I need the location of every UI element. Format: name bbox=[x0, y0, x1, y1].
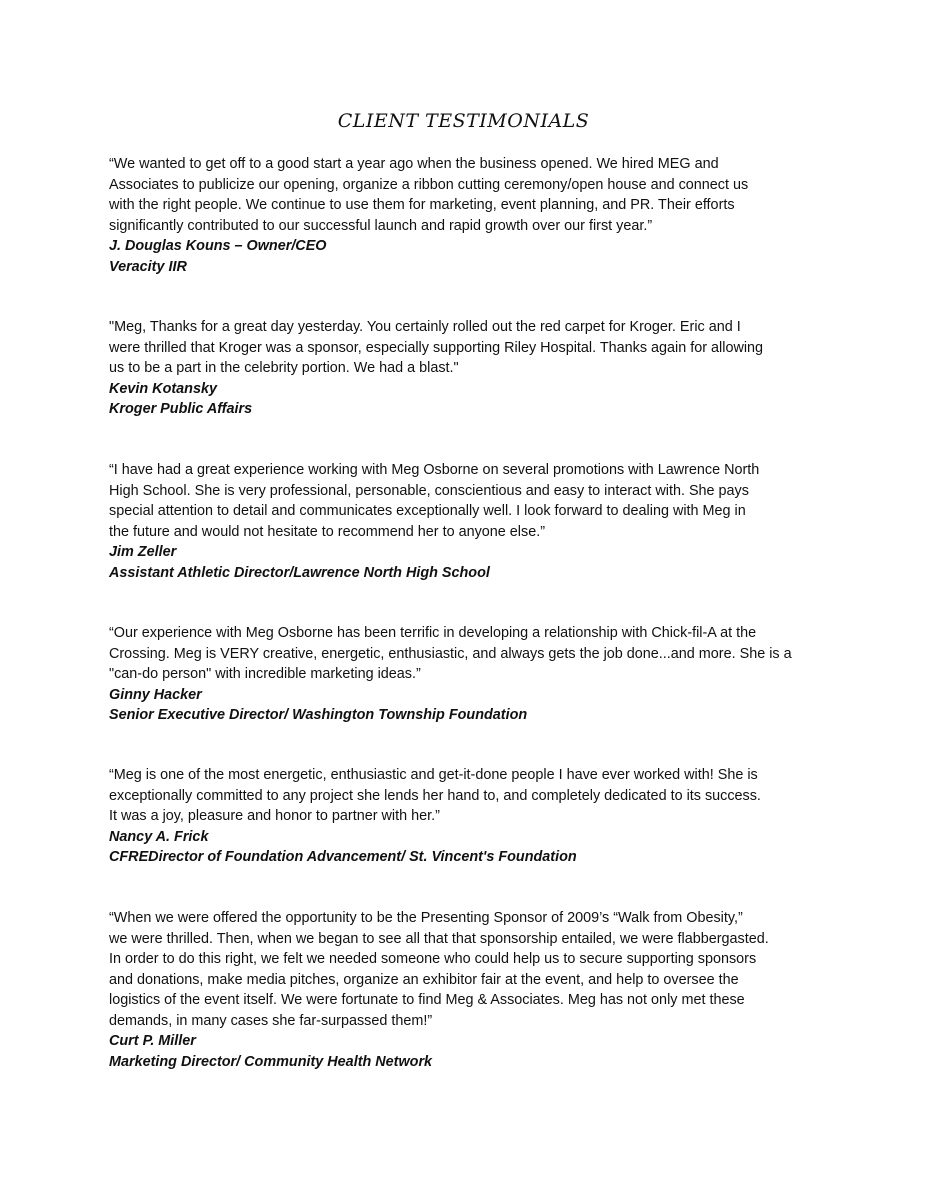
testimonial-author: Nancy A. Frick bbox=[109, 828, 209, 845]
testimonial-2 bbox=[109, 317, 829, 420]
testimonial-6 bbox=[109, 908, 829, 1072]
testimonial-affiliation: Kroger Public Affairs bbox=[109, 401, 253, 417]
testimonial-author: Curt P. Miller bbox=[109, 1033, 196, 1049]
testimonial-author: J. Douglas Kouns – Owner/CEO bbox=[109, 238, 327, 254]
testimonial-quote: “I have had a great experience working with Meg Osborne on several promotions with Lawrence North High School. She is very professional, personable, conscientious and easy to interact with. She pays special attention to detail and communicates exceptionally well. I look forward to dealing with Meg in the future and would not hesitate to recommend her to anyone else.” bbox=[109, 462, 760, 540]
testimonial-3 bbox=[109, 460, 829, 583]
testimonial-quote: “When we were offered the opportunity to be the Presenting Sponsor of 2009’s “Walk from Obesity,” we were thrilled. Then, when we began to see all that that sponsorship entailed, we were flabbergasted. In order to do this right, we felt we needed someone who could help us to secure supporting sponsors and donations, make media pitches, organize an exhibitor fair at the event, and help to oversee the logistics of the event itself. We were fortunate to find Meg & Associates. Meg has not only met these demands, in many cases she far-surpassed them!” bbox=[109, 910, 769, 1029]
testimonial-affiliation: CFREDirector of Foundation Advancement/ St. Vincent's Foundation bbox=[109, 849, 577, 865]
testimonial-author: Ginny Hacker bbox=[109, 686, 202, 703]
testimonial-1 bbox=[109, 154, 829, 277]
testimonial-4 bbox=[109, 623, 829, 726]
testimonial-affiliation: Senior Executive Director/ Washington Township Foundation bbox=[109, 707, 528, 723]
testimonial-5 bbox=[109, 765, 829, 868]
testimonial-affiliation: Marketing Director/ Community Health Network bbox=[109, 1053, 433, 1070]
testimonial-quote: “Our experience with Meg Osborne has been terrific in developing a relationship with Chick-fil-A at the Crossing. Meg is VERY creative, energetic, enthusiastic, and always gets the job done...and more. She is a "can-do person" with incredible marketing ideas.” bbox=[109, 625, 792, 682]
testimonial-affiliation: Veracity IIR bbox=[109, 258, 187, 275]
testimonial-author: Kevin Kotansky bbox=[109, 380, 217, 397]
testimonial-quote: "Meg, Thanks for a great day yesterday. You certainly rolled out the red carpet for Kroger. Eric and I were thrilled that Kroger was a sponsor, especially supporting Riley Hospital. Thanks again for allowing us to be a part in the celebrity portion. We had a blast." bbox=[109, 319, 764, 376]
testimonial-author: Jim Zeller bbox=[109, 544, 177, 560]
testimonial-quote: “We wanted to get off to a good start a year ago when the business opened. We hired MEG and Associates to publicize our opening, organize a ribbon cutting ceremony/open house and connect us with the right people. We continue to use them for marketing, event planning, and PR. Their efforts significantly contributed to our successful launch and rapid growth over our first year.” bbox=[109, 156, 749, 234]
page-title: CLIENT TESTIMONIALS bbox=[337, 110, 590, 132]
testimonial-quote: “Meg is one of the most energetic, enthusiastic and get-it-done people I have ever worked with! She is exceptionally committed to any project she lends her hand to, and completely dedicated to its success. It was a joy, pleasure and honor to partner with her.” bbox=[109, 767, 761, 824]
testimonial-affiliation: Assistant Athletic Director/Lawrence North High School bbox=[109, 564, 490, 581]
